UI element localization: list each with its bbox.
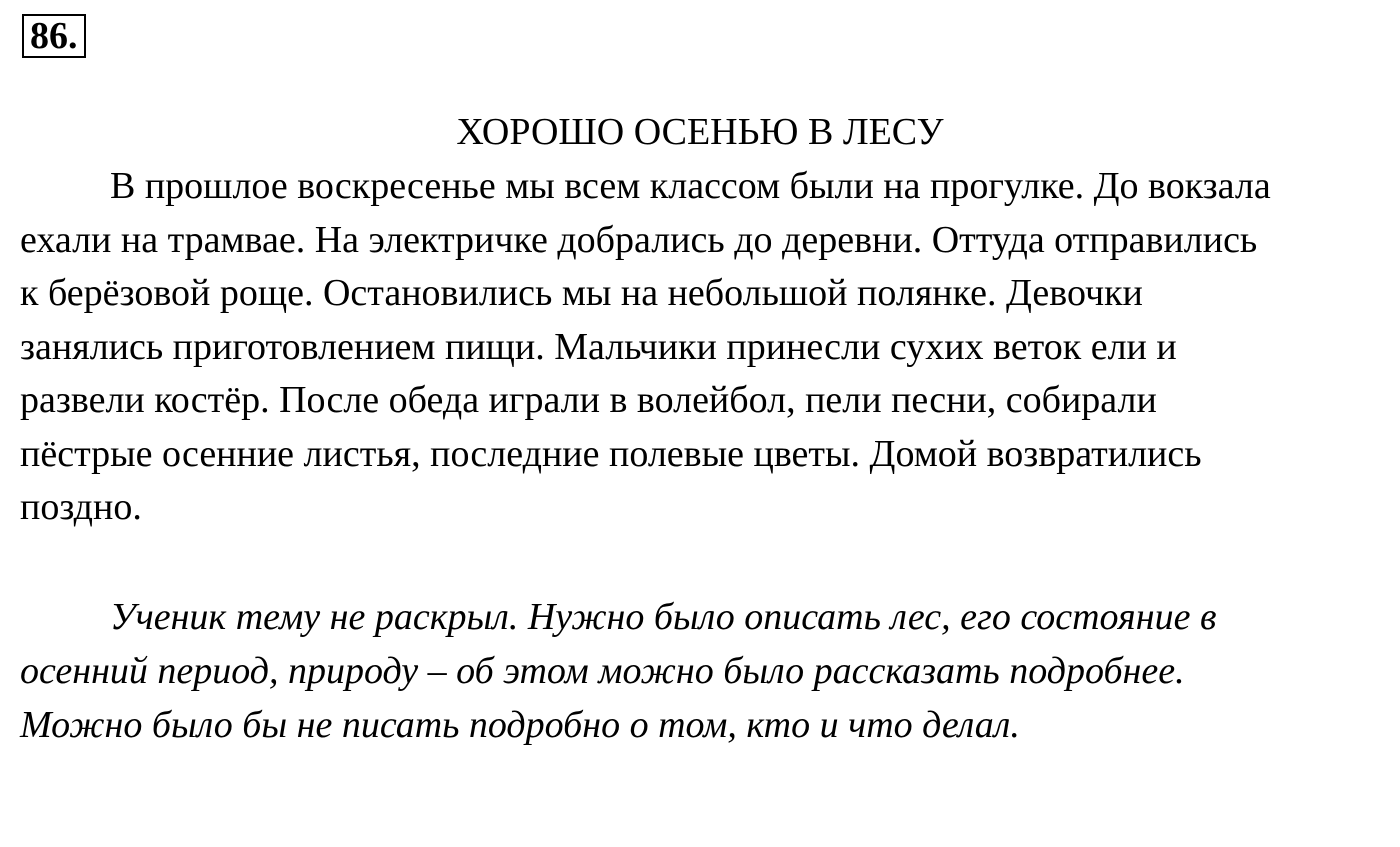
essay-line: пёстрые осенние листья, последние полевые цветы. Домой возвратились (20, 432, 1202, 475)
essay-line: к берёзовой роще. Остановились мы на небольшой полянке. Девочки (20, 272, 1143, 314)
essay-title: ХОРОШО ОСЕНЬЮ В ЛЕСУ (456, 111, 944, 153)
essay-line: занялись приготовлением пищи. Мальчики принесли сухих веток ели и (20, 325, 1177, 368)
essay-line: поздно. (20, 486, 142, 528)
exercise-number-label: 86. (30, 15, 78, 57)
exercise-number (22, 14, 86, 58)
teacher-comment (20, 590, 1380, 752)
comment-line: Ученик тему не раскрыл. Нужно было описать лес, его состояние в (110, 596, 1217, 638)
essay-line: ехали на трамвае. На электричке добрались до деревни. Оттуда отправились (20, 218, 1258, 261)
essay-line: В прошлое воскресенье мы всем классом были на прогулке. До вокзала (110, 165, 1271, 207)
essay-line: развели костёр. После обеда играли в волейбол, пели песни, собирали (20, 379, 1157, 421)
essay-body (20, 160, 1380, 535)
comment-line: осенний период, природу – об этом можно было рассказать подробнее. (20, 650, 1185, 692)
comment-line: Можно было бы не писать подробно о том, кто и что делал. (20, 704, 1020, 746)
